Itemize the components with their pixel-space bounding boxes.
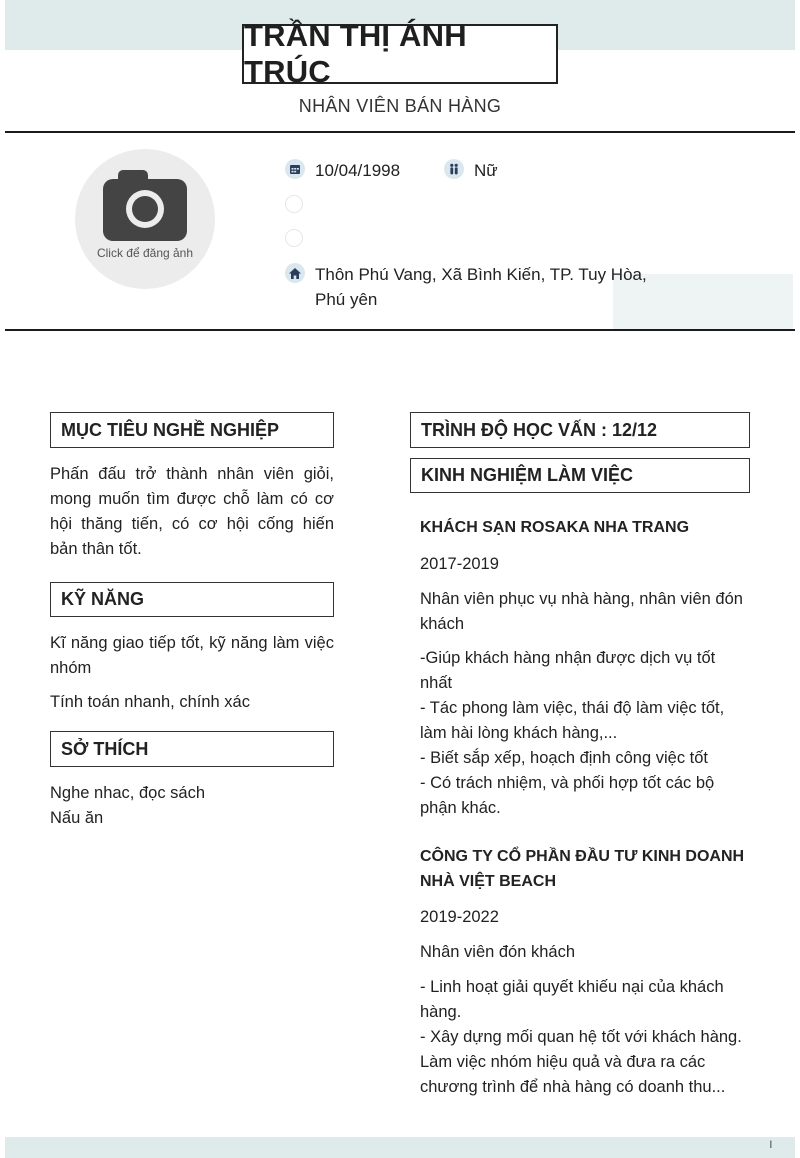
education-heading[interactable]: TRÌNH ĐỘ HỌC VẤN : 12/12	[410, 412, 750, 448]
calendar-icon	[285, 159, 305, 179]
hobby-item: Nghe nhac, đọc sách	[50, 784, 206, 802]
job-role[interactable]: Nhân viên đón khách	[420, 943, 576, 961]
duty-item: - Xây dựng mối quan hệ tốt với khách hàng.	[420, 1028, 742, 1046]
job-period[interactable]: 2017-2019	[420, 555, 499, 573]
experience-heading[interactable]: KINH NGHIỆM LÀM VIỆC	[410, 458, 750, 493]
duty-item: -Giúp khách hàng nhận được dịch vụ tốt nhất	[420, 649, 716, 692]
duty-item: Làm việc nhóm hiệu quả và đưa ra các chương trình để nhà hàng có doanh thu...	[420, 1053, 726, 1096]
skill-item[interactable]: Kĩ năng giao tiếp tốt, kỹ năng làm việc nhóm	[50, 634, 334, 677]
hobbies-list[interactable]	[50, 781, 334, 831]
gender-icon	[444, 159, 464, 179]
objective-heading[interactable]: MỤC TIÊU NGHỀ NGHIỆP	[50, 412, 334, 448]
avatar-caption: Click để đăng ảnh	[96, 246, 194, 260]
duty-item: - Biết sắp xếp, hoạch định công việc tốt	[420, 749, 709, 767]
job-duties[interactable]	[420, 975, 750, 1100]
gender-value[interactable]: Nữ	[474, 161, 498, 180]
candidate-name[interactable]: TRẦN THỊ ÁNH TRÚC	[242, 24, 558, 84]
camera-icon	[101, 167, 189, 245]
header-divider	[5, 131, 795, 133]
job-period[interactable]: 2019-2022	[420, 908, 499, 926]
job-role[interactable]: Nhân viên phục vụ nhà hàng, nhân viên đón khách	[420, 590, 743, 633]
duty-item: - Tác phong làm việc, thái độ làm việc tốt, làm hài lòng khách hàng,...	[420, 699, 725, 742]
info-divider	[5, 329, 795, 331]
hobbies-heading[interactable]: SỞ THÍCH	[50, 731, 334, 767]
job-title[interactable]: NHÂN VIÊN BÁN HÀNG	[298, 96, 502, 116]
email-icon-placeholder	[285, 229, 303, 247]
birthdate-value[interactable]: 10/04/1998	[315, 161, 401, 180]
hobby-item: Nấu ăn	[50, 809, 104, 827]
duty-item: - Có trách nhiệm, và phối hợp tốt các bộ phận khác.	[420, 774, 715, 817]
home-icon	[285, 263, 305, 283]
job-company[interactable]: KHÁCH SẠN ROSAKA NHA TRANG	[420, 519, 690, 536]
page-mark: l	[769, 1140, 772, 1151]
duty-item: - Linh hoạt giải quyết khiếu nại của khách hàng.	[420, 978, 724, 1021]
address-value[interactable]: Thôn Phú Vang, Xã Bình Kiến, TP. Tuy Hòa, Phú yên	[315, 265, 647, 309]
job-company[interactable]: CÔNG TY CỔ PHẦN ĐẦU TƯ KINH DOANH NHÀ VIỆT BEACH	[420, 848, 745, 890]
avatar-upload[interactable]	[75, 149, 215, 289]
job-duties[interactable]	[420, 646, 750, 821]
skills-heading[interactable]: KỸ NĂNG	[50, 582, 334, 617]
skill-item[interactable]: Tính toán nhanh, chính xác	[50, 693, 250, 711]
phone-icon-placeholder	[285, 195, 303, 213]
objective-text[interactable]: Phấn đấu trở thành nhân viên giỏi, mong muốn tìm được chỗ làm có cơ hội thăng tiến, có cơ hội cống hiến bản thân tốt.	[50, 465, 334, 558]
bottom-band	[5, 1137, 795, 1158]
